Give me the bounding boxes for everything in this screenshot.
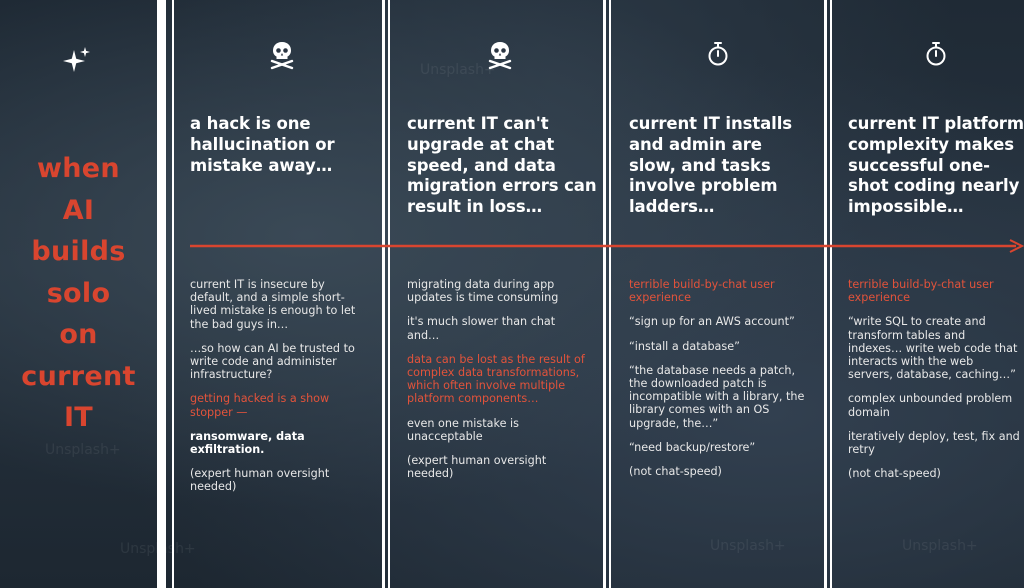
paragraph: migrating data during app updates is time consuming	[407, 278, 559, 305]
paragraph: it's much slower than chat and…	[407, 315, 556, 342]
headline-line: solo	[46, 277, 111, 309]
column-body	[629, 278, 809, 489]
paragraph: …so how can AI be trusted to write code and administer infrastructure?	[190, 341, 355, 382]
column-title: a hack is one hallucination or mistake away…	[190, 114, 335, 175]
column-body	[407, 278, 589, 491]
column-migration	[390, 0, 603, 588]
watermark: Unsplash+	[45, 442, 121, 458]
column-complexity	[832, 0, 1024, 588]
timeline-arrow	[190, 236, 1024, 256]
column-title: current IT can't upgrade at chat speed, and data migration errors can result in loss…	[407, 114, 597, 217]
paragraph: current IT is insecure by default, and a simple short-lived mistake is enough to let the bad guys in…	[190, 278, 356, 331]
stopwatch-icon	[705, 40, 731, 70]
column-title: current IT installs and admin are slow, and tasks involve problem ladders…	[629, 114, 792, 217]
watermark: Unsplash+	[902, 538, 978, 554]
watermark: Unsplash+	[120, 541, 196, 557]
divider	[382, 0, 385, 588]
watermark: Unsplash+	[710, 538, 786, 554]
highlight-paragraph: terrible build-by-chat user experience	[629, 278, 775, 305]
column-title: current IT platform complexity makes successful one-shot coding nearly impossible…	[848, 114, 1024, 217]
headline-line: when	[37, 153, 120, 184]
paragraph: even one mistake is unacceptable	[407, 416, 519, 443]
sparkles-icon	[62, 46, 92, 76]
headline	[0, 148, 157, 439]
paragraph: complex unbounded problem domain	[848, 392, 1013, 419]
paragraph: “write SQL to create and transform tables and indexes… write web code that interacts with the web servers, database, caching…”	[848, 315, 1018, 382]
headline-line: AI	[62, 194, 95, 226]
paragraph: “install a database”	[629, 339, 740, 353]
divider	[824, 0, 827, 588]
paragraph: “the database needs a patch, the downloaded patch is incompatible with a library, the library comes with an OS upgrade, the…”	[629, 363, 805, 430]
column-body	[848, 278, 1020, 491]
headline-line: builds	[31, 236, 126, 267]
paragraph: (expert human oversight needed)	[407, 454, 547, 481]
column-hack	[174, 0, 382, 588]
paragraph: (expert human oversight needed)	[190, 467, 330, 494]
divider-thick	[157, 0, 166, 588]
headline-line: on	[59, 319, 98, 350]
stopwatch-icon	[923, 40, 949, 70]
paragraph: iteratively deploy, test, fix and retry	[848, 429, 1020, 457]
divider	[603, 0, 606, 588]
paragraph: “sign up for an AWS account”	[629, 315, 795, 329]
watermark: Unsplash+	[420, 62, 496, 78]
column-body	[190, 278, 360, 505]
column-installs	[611, 0, 824, 588]
bold-paragraph: ransomware, data exfiltration.	[190, 429, 305, 457]
highlight-paragraph: terrible build-by-chat user experience	[848, 278, 994, 305]
paragraph: (not chat-speed)	[848, 467, 941, 481]
paragraph: (not chat-speed)	[629, 465, 722, 479]
headline-line: current	[21, 360, 136, 392]
paragraph: “need backup/restore”	[629, 440, 756, 454]
left-panel	[0, 0, 157, 588]
headline-line: IT	[63, 402, 94, 433]
skull-crossbones-icon	[487, 40, 513, 70]
skull-crossbones-icon	[269, 40, 295, 70]
highlight-paragraph: data can be lost as the result of complex data transformations, which often involve multiple platform components…	[407, 352, 585, 406]
highlight-paragraph: getting hacked is a show stopper —	[190, 392, 330, 419]
